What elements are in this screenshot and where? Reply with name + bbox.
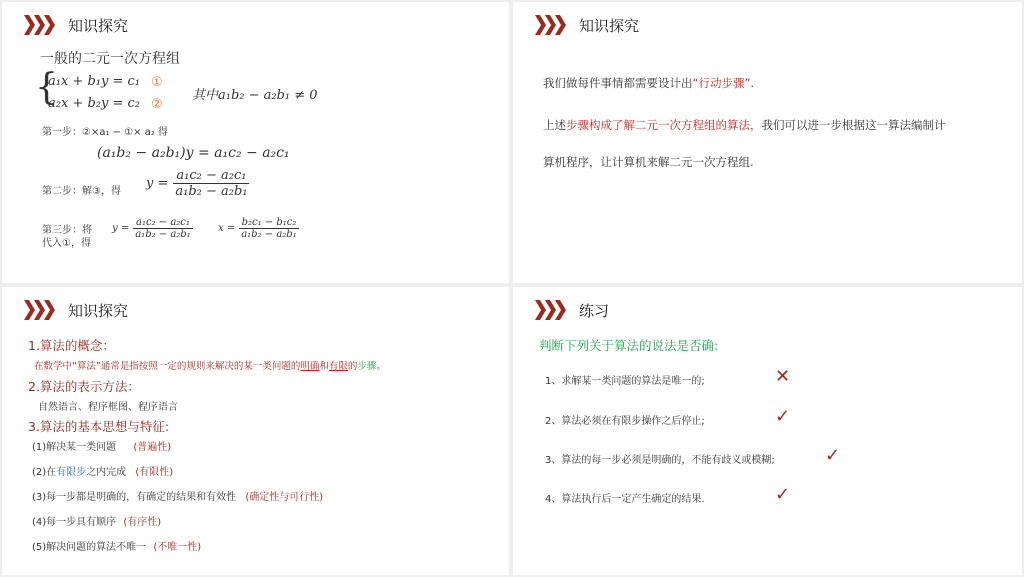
chevron-icon xyxy=(24,15,35,35)
exercise-item-2: 2、算法必须在有限步操作之后停止; xyxy=(545,416,705,427)
exercise-question: 判断下列关于算法的说法是否确: xyxy=(539,338,719,353)
step-3-y-numerator: a₁c₂ − a₂c₁ xyxy=(133,217,193,229)
slide-1[interactable] xyxy=(2,2,509,283)
slide-title: 知识探究 xyxy=(68,301,129,320)
equation-1-number: ① xyxy=(151,75,163,90)
feature-text-end: 之内完成 xyxy=(86,467,127,478)
step-2-numerator: a₁c₂ − a₂c₁ xyxy=(173,168,249,184)
paragraph-line-2 xyxy=(543,117,946,133)
step-3-y-fraction xyxy=(132,217,194,240)
paragraph-line-1 xyxy=(543,75,754,91)
step-3-x-lhs: x = xyxy=(218,223,236,234)
feature-text: (2)在 xyxy=(32,467,57,478)
cross-icon: ✕ xyxy=(775,366,791,387)
step-3-x-fraction xyxy=(238,217,300,240)
feature-tag: (确定性与可行性) xyxy=(245,492,324,503)
chevron-icon xyxy=(545,300,556,320)
slide-title: 知识探究 xyxy=(68,16,129,35)
line-1-highlight: “行动步骤” xyxy=(692,76,751,90)
step-2-formula xyxy=(146,168,251,199)
feature-text: (1)解决某一类问题 xyxy=(32,442,117,453)
heading-concept: 1.算法的概念： xyxy=(28,338,115,353)
checkmark-icon: ✓ xyxy=(775,484,791,505)
definition-and: 和 xyxy=(319,361,329,372)
chevron-icon xyxy=(555,300,566,320)
step-2-label: 第二步：解③，得 xyxy=(42,186,121,197)
equation-2: a₂x + b₂y = c₂ xyxy=(48,96,140,111)
chevron-icon xyxy=(34,15,45,35)
step-3-label-b: 代入①，得 xyxy=(42,238,91,249)
condition: 其中a₁b₂ − a₂b₁ ≠ 0 xyxy=(192,88,318,103)
chevron-icon xyxy=(44,15,55,35)
definition-word-finite: 有限 xyxy=(328,361,348,372)
step-3-x-numerator: b₂c₁ − b₁c₂ xyxy=(239,217,300,229)
feature-tag: (有限性) xyxy=(135,467,174,478)
heading-representation: 2.算法的表示方法： xyxy=(28,379,140,394)
definition-of: 的 xyxy=(347,361,358,372)
exercise-item-4: 4、算法执行后一定产生确定的结果. xyxy=(545,494,705,505)
definition-word-steps: 步骤 xyxy=(357,361,377,372)
feature-tag: (有序性) xyxy=(123,517,162,528)
heading-features: 3.算法的基本思想与特征: xyxy=(28,419,170,434)
step-3-y-lhs: y = xyxy=(112,223,130,234)
step-3-y-denominator: a₁b₂ − a₂b₁ xyxy=(135,229,191,240)
feature-item-2 xyxy=(32,463,173,478)
line-2-end: 我们可以进一步根据这一算法编制计 xyxy=(761,118,946,132)
step-2-denominator: a₁b₂ − a₂b₁ xyxy=(175,184,248,199)
checkmark-icon: ✓ xyxy=(825,445,841,466)
checkmark-icon: ✓ xyxy=(775,406,791,427)
chevron-icon xyxy=(555,15,566,35)
chevron-icon xyxy=(34,300,45,320)
step-3-x-formula xyxy=(218,217,300,240)
feature-tag: (普遍性) xyxy=(133,442,172,453)
feature-text: (5)解决问题的算法不唯一 xyxy=(32,542,147,553)
slide-2-header xyxy=(535,14,639,36)
exercise-item-3: 3、算法的每一步必须是明确的，不能有歧义或模糊; xyxy=(545,455,775,466)
feature-text: (3)每一步都是明确的，有确定的结果和有效性 xyxy=(32,492,237,503)
slide-2[interactable] xyxy=(513,2,1022,283)
brace-icon: { xyxy=(35,67,58,108)
concept-definition xyxy=(34,358,386,372)
slide-3-header xyxy=(24,299,128,321)
slide-title: 练习 xyxy=(579,301,610,320)
definition-text: 在数学中“算法”通常是指按照一定的规则来解决的某一类问题的 xyxy=(34,361,301,372)
chevron-icon xyxy=(44,300,55,320)
feature-item-5 xyxy=(32,538,201,553)
step-2-lhs: y = xyxy=(146,176,169,191)
chevron-icon xyxy=(535,15,546,35)
step-2-fraction xyxy=(172,168,250,199)
chevron-icon xyxy=(535,300,546,320)
definition-word-explicit: 明确 xyxy=(300,361,320,372)
line-1-text: 我们做每件事情都需要设计出 xyxy=(543,76,693,90)
step-3-x-denominator: a₁b₂ − a₂b₁ xyxy=(241,229,297,240)
equation-1: a₁x + b₁y = c₁ xyxy=(48,74,140,89)
representation-methods: 自然语言、程序框图、程序语言 xyxy=(38,402,178,413)
step-3-y-formula xyxy=(112,217,194,240)
line-2-text: 上述 xyxy=(543,118,566,132)
slide-4[interactable] xyxy=(513,287,1022,575)
slide-3[interactable] xyxy=(2,287,509,575)
feature-item-1 xyxy=(32,438,171,453)
chevron-icon xyxy=(545,15,556,35)
step-3-label-a: 第三步：将 xyxy=(42,225,92,236)
slide-1-header xyxy=(24,14,128,36)
equation-2-number: ② xyxy=(151,97,163,112)
line-2-highlight: 步骤构成了解二元一次方程组的算法， xyxy=(566,118,762,132)
step-1-label: 第一步：②×a₁ − ①× a₂ 得 xyxy=(42,127,169,138)
slide-4-header xyxy=(535,299,609,321)
feature-text: (4)每一步具有顺序 xyxy=(32,517,117,528)
exercise-item-1: 1、求解某一类问题的算法是唯一的; xyxy=(545,376,705,387)
slide-title: 知识探究 xyxy=(579,16,640,35)
definition-end: 。 xyxy=(376,361,386,372)
subtitle: 一般的二元一次方程组 xyxy=(40,51,180,67)
paragraph-line-3: 算机程序，让计算机来解二元一次方程组. xyxy=(543,155,754,169)
line-1-end: . xyxy=(750,76,755,90)
feature-highlight: 有限步 xyxy=(56,467,87,478)
step-1-equation: (a₁b₂ − a₂b₁)y = a₁c₂ − a₂c₁ xyxy=(97,145,290,161)
feature-item-4 xyxy=(32,513,161,528)
feature-tag: (不唯一性) xyxy=(153,542,202,553)
feature-item-3 xyxy=(32,488,323,503)
chevron-icon xyxy=(24,300,35,320)
